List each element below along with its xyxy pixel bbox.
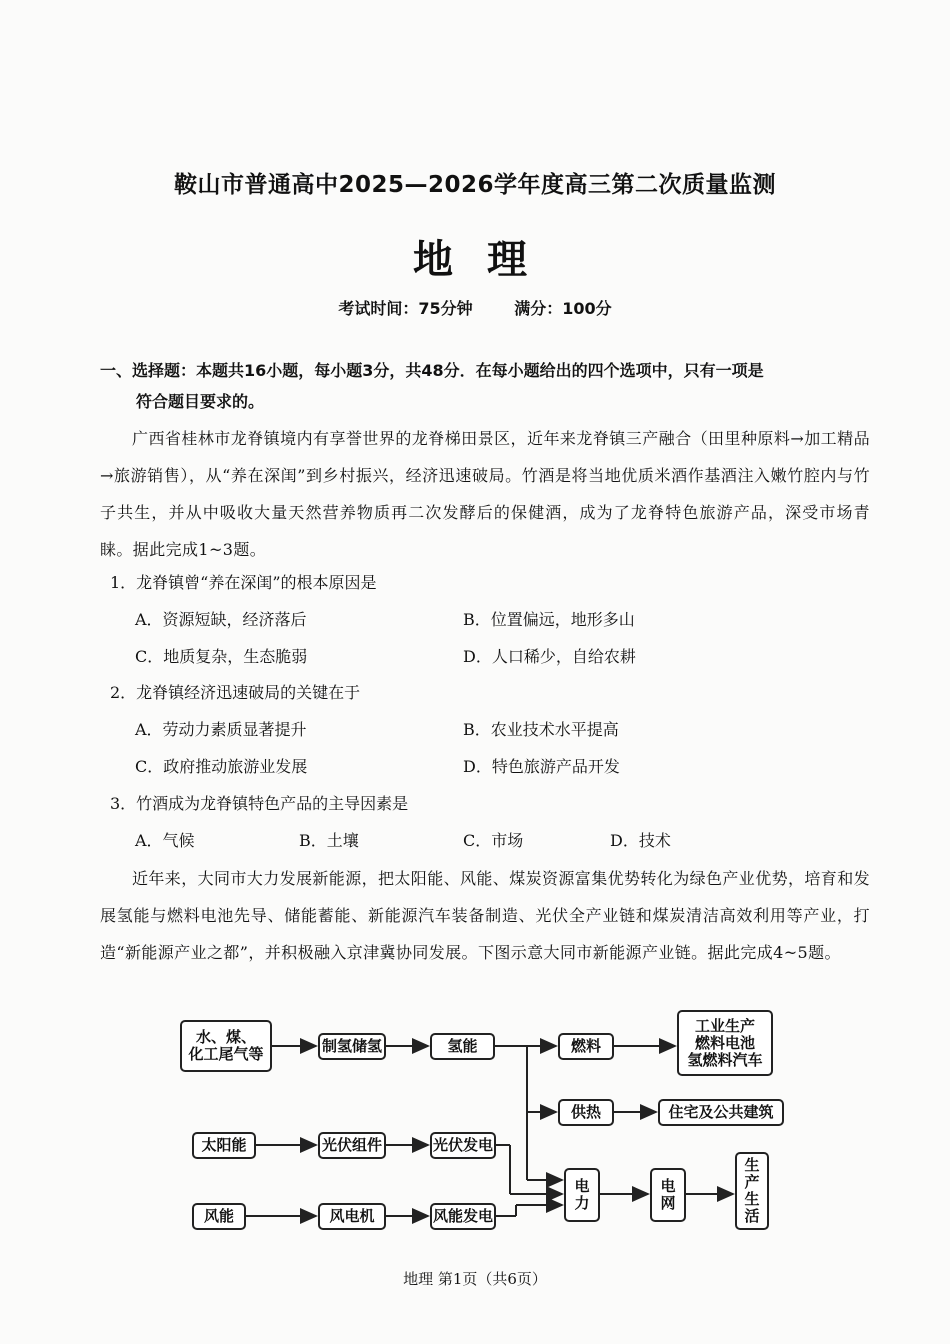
exam-meta	[0, 296, 950, 319]
wind-power-box: 风能发电	[430, 1203, 496, 1230]
q2-option-a: A．劳动力素质显著提升	[135, 720, 307, 739]
heating-box: 供热	[558, 1099, 614, 1126]
q3-option-a: A．气候	[135, 831, 195, 850]
wind-box: 风能	[192, 1203, 246, 1230]
passage-2-text: 近年来，大同市大力发展新能源，把太阳能、风能、煤炭资源富集优势转化为绿色产业优势，培育和发展氢能与燃料电池先导、储能蓄能、新能源汽车装备制造、光伏全产业链和煤炭清洁高效利用等产业，打造“新能源产业之都”，并积极融入京津冀协同发展。下图示意大同市新能源产业链。据此完成4~5题。	[100, 869, 871, 962]
grid-box: 电 网	[650, 1168, 686, 1222]
section-line-2: 符合题目要求的。	[136, 392, 265, 411]
section-heading	[100, 355, 870, 417]
q2-option-d: D．特色旅游产品开发	[463, 757, 620, 776]
question-1-stem: 1．龙脊镇曾“养在深闺”的根本原因是	[110, 573, 377, 592]
q1-option-b: B．位置偏远，地形多山	[463, 610, 635, 629]
q3-option-c: C．市场	[463, 831, 524, 850]
question-3-stem: 3．竹酒成为龙脊镇特色产品的主导因素是	[110, 794, 409, 813]
buildings-box: 住宅及公共建筑	[658, 1099, 784, 1126]
exam-title: 鞍山市普通高中2025—2026学年度高三第二次质量监测	[173, 172, 777, 198]
exam-time: 考试时间：75分钟	[338, 299, 473, 318]
q2-option-c: C．政府推动旅游业发展	[135, 757, 308, 776]
q3-option-d: D．技术	[610, 831, 671, 850]
use-line-3: 氢燃料汽车	[687, 1050, 763, 1069]
passage-1-text: 广西省桂林市龙脊镇境内有享誉世界的龙脊梯田景区，近年来龙脊镇三产融合（田里种原料→加工精品→旅游销售），从“养在深闺”到乡村振兴，经济迅速破局。竹酒是将当地优质米酒作基酒注入嫩竹腔内与竹子共生，并从中吸收大量天然营养物质再二次发酵后的保健酒，成为了龙脊特色旅游产品，深受市场青睐。据此完成1~3题。	[100, 429, 870, 559]
source-line-2: 化工尾气等	[188, 1045, 264, 1063]
use-line-2: 燃料电池	[694, 1033, 755, 1052]
passage-1	[100, 420, 870, 568]
hydrogen-energy-box: 氢能	[430, 1033, 495, 1060]
q2-option-b: B．农业技术水平提高	[463, 720, 619, 739]
pv-module-box: 光伏组件	[318, 1132, 386, 1159]
production-life-box: 生 产 生 活	[735, 1152, 769, 1230]
hydrogen-production-box: 制氢储氢	[318, 1033, 386, 1060]
page-footer: 地理 第1页（共6页）	[403, 1270, 547, 1288]
pv-power-box: 光伏发电	[430, 1132, 496, 1159]
section-line-1: 一、选择题：本题共16小题，每小题3分，共48分．在每小题给出的四个选项中，只有一项是	[100, 361, 764, 380]
q1-option-d: D．人口稀少，自给农耕	[463, 647, 636, 666]
source-line-1: 水、煤、	[195, 1028, 256, 1046]
q3-option-b: B．土壤	[299, 831, 359, 850]
wind-turbine-box: 风电机	[318, 1203, 386, 1230]
hydrogen-uses-box	[677, 1010, 773, 1076]
question-2-stem: 2．龙脊镇经济迅速破局的关键在于	[110, 683, 361, 702]
fuel-box: 燃料	[558, 1033, 614, 1060]
full-score: 满分：100分	[514, 299, 612, 318]
passage-2	[100, 860, 870, 971]
solar-box: 太阳能	[192, 1132, 256, 1159]
subject-title: 地 理	[413, 237, 537, 283]
electricity-box: 电 力	[564, 1168, 600, 1222]
industry-chain-diagram	[170, 1000, 810, 1240]
use-line-1: 工业生产	[694, 1016, 755, 1035]
q1-option-c: C．地质复杂，生态脆弱	[135, 647, 308, 666]
source-water-coal-box	[180, 1020, 272, 1072]
q1-option-a: A．资源短缺，经济落后	[135, 610, 307, 629]
